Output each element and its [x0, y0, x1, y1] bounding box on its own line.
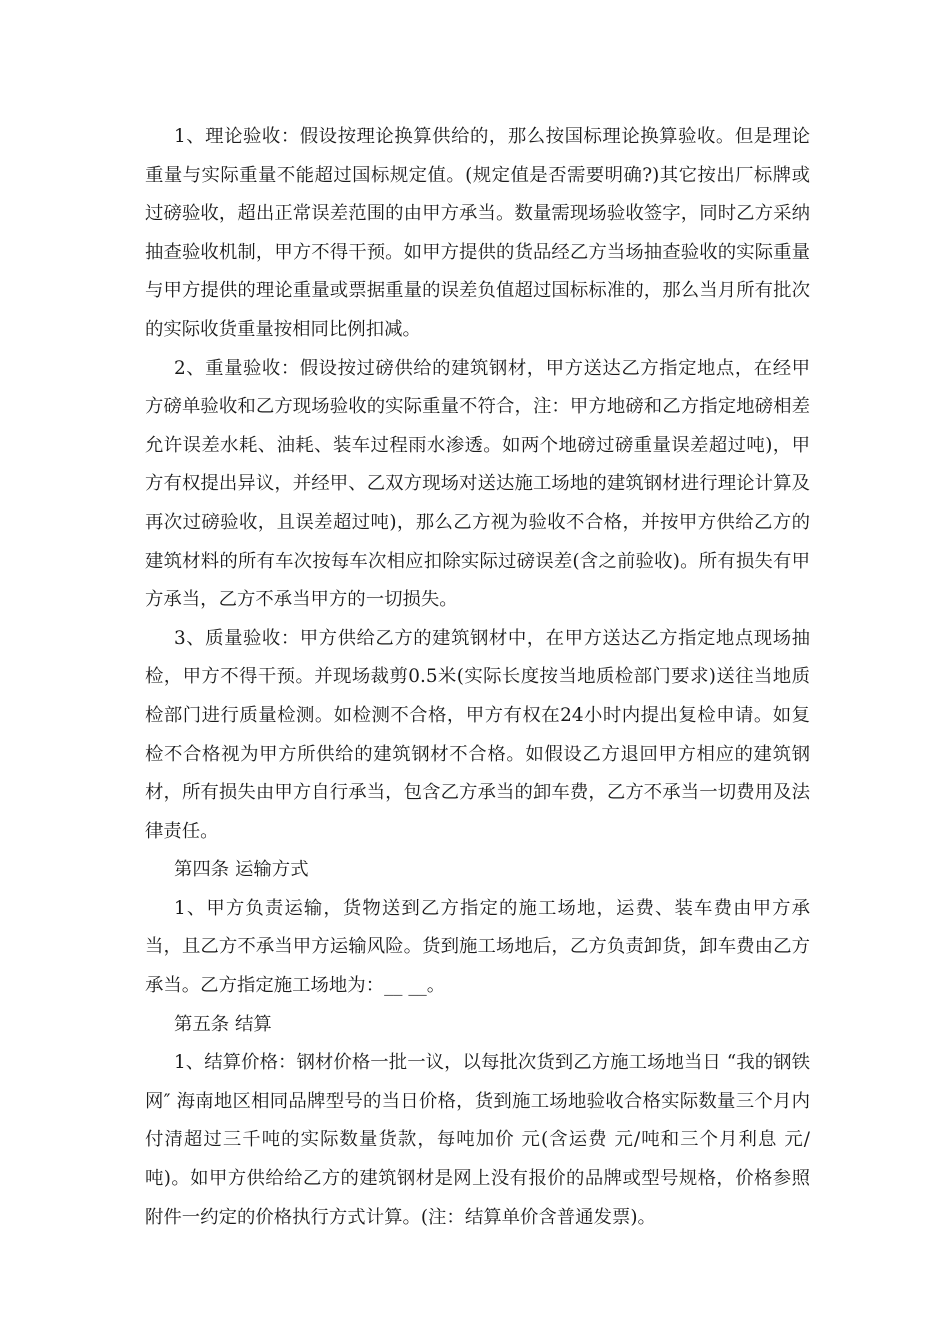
para-theoretical-acceptance: 1、理论验收：假设按理论换算供给的，那么按国标理论换算验收。但是理论重量与实际重量不能超过国标规定值。(规定值是否需要明确?)其它按出厂标牌或过磅验收，超出正常误差范围的由甲方承当。数量需现场验收签字，同时乙方采纳抽查验收机制，甲方不得干预。如甲方提供的货品经乙方当场抽查验收的实际重量与甲方提供的理论重量或票据重量的误差负值超过国标标准的，那么当月所有批次的实际收货重量按相同比例扣减。 — [145, 126, 810, 340]
article-five-heading: 第五条 结算 — [174, 1013, 272, 1035]
para-transport: 1、甲方负责运输，货物送到乙方指定的施工场地，运费、装车费由甲方承当，且乙方不承当甲方运输风险。货到施工场地后，乙方负责卸货，卸车费由乙方承当。乙方指定施工场地为：__ __。 — [145, 897, 810, 997]
article-four-heading: 第四条 运输方式 — [174, 859, 309, 881]
document-page — [145, 118, 810, 1237]
para-settlement-price: 1、结算价格：钢材价格一批一议，以每批次货到乙方施工场地当日 “我的钢铁网″ 海南地区相同品牌型号的当日价格，货到施工场地验收合格实际数量三个月内付清超过三千吨的实际数量货款，每吨加价 元(含运费 元/吨和三个月利息 元/吨)。如甲方供给给乙方的建筑钢材是网上没有报价的品牌或型号规格，价格参照附件一约定的价格执行方式计算。(注：结算单价含普通发票)。 — [145, 1052, 810, 1228]
para-weight-acceptance: 2、重量验收：假设按过磅供给的建筑钢材，甲方送达乙方指定地点，在经甲方磅单验收和乙方现场验收的实际重量不符合，注：甲方地磅和乙方指定地磅相差允许误差水耗、油耗、装车过程雨水渗透。如两个地磅过磅重量误差超过吨)，甲方有权提出异议，并经甲、乙双方现场对送达施工场地的建筑钢材进行理论计算及再次过磅验收，且误差超过吨)，那么乙方视为验收不合格，并按甲方供给乙方的建筑材料的所有车次按每车次相应扣除实际过磅误差(含之前验收)。所有损失有甲方承当，乙方不承当甲方的一切损失。 — [145, 357, 810, 611]
para-quality-acceptance: 3、质量验收：甲方供给乙方的建筑钢材中，在甲方送达乙方指定地点现场抽检，甲方不得干预。并现场裁剪0.5米(实际长度按当地质检部门要求)送往当地质检部门进行质量检测。如检测不合格，甲方有权在24小时内提出复检申请。如复检不合格视为甲方所供给的建筑钢材不合格。如假设乙方退回甲方相应的建筑钢材，所有损失由甲方自行承当，包含乙方承当的卸车费，乙方不承当一切费用及法律责任。 — [145, 627, 810, 842]
